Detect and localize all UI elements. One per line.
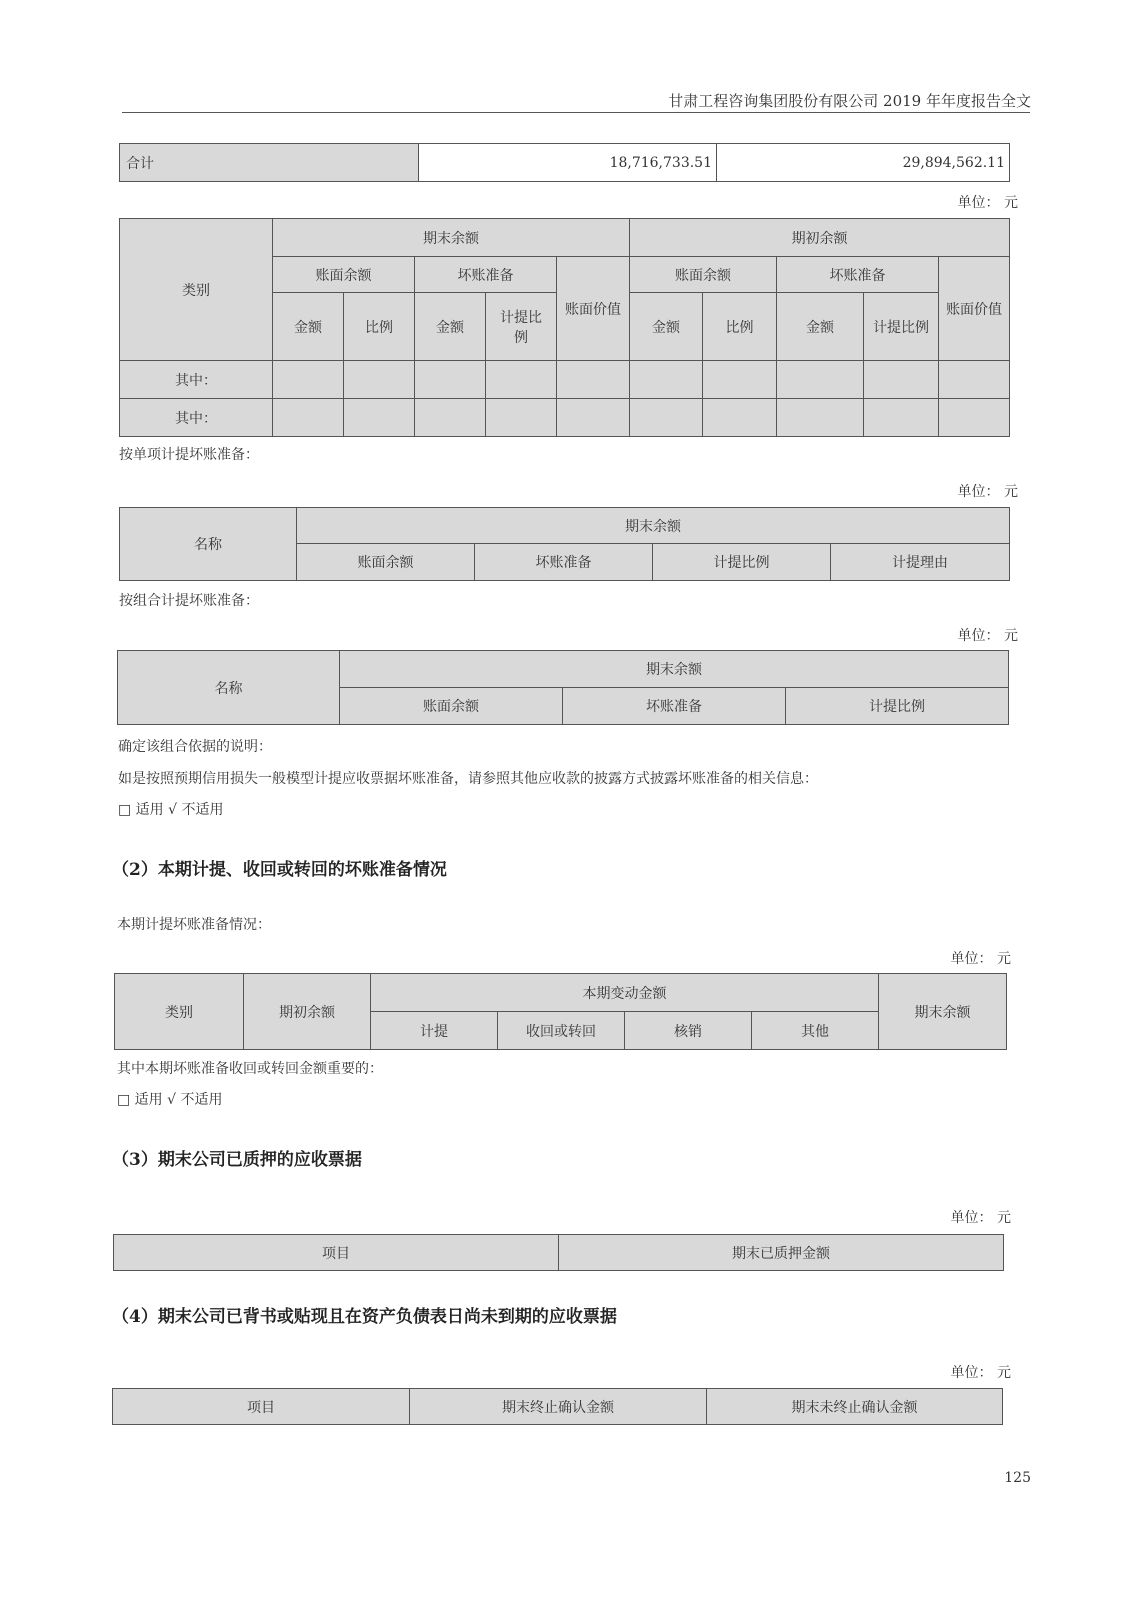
t1-begin-balance-header: 期初余额 bbox=[630, 219, 1010, 257]
t1-end-amount: 金额 bbox=[273, 293, 344, 361]
t1-category-header: 类别 bbox=[120, 219, 273, 361]
t1-begin-bad-debt: 坏账准备 bbox=[777, 257, 939, 293]
applicable-line-2: □ 适用 √ 不适用 bbox=[117, 1092, 223, 1108]
section-portfolio: 按组合计提坏账准备： bbox=[119, 593, 259, 609]
t1-end-provision-ratio: 计提比例 bbox=[486, 293, 557, 361]
unit-label-5: 单位： 元 bbox=[950, 1210, 1011, 1226]
t4-category-header: 类别 bbox=[115, 974, 244, 1050]
t1-begin-book-value: 账面价值 bbox=[939, 257, 1010, 361]
t1-end-book-value: 账面价值 bbox=[557, 257, 630, 361]
unit-label-2: 单位： 元 bbox=[957, 484, 1018, 500]
t3-col-book-balance: 账面余额 bbox=[340, 688, 563, 725]
t1-begin-provision-ratio: 计提比例 bbox=[864, 293, 939, 361]
note-basis: 确定该组合依据的说明： bbox=[118, 739, 272, 755]
t4-col-recovered: 收回或转回 bbox=[498, 1012, 625, 1050]
header-rule bbox=[122, 112, 1030, 113]
header-title: 甘肃工程咨询集团股份有限公司 2019 年年度报告全文 bbox=[668, 92, 1031, 110]
t5-col-pledged-amount: 期末已质押金额 bbox=[559, 1235, 1004, 1271]
t3-name-header: 名称 bbox=[118, 651, 340, 725]
t3-col-bad-debt: 坏账准备 bbox=[563, 688, 786, 725]
t6-col-derecognized: 期末终止确认金额 bbox=[410, 1389, 707, 1425]
t1-begin-ratio: 比例 bbox=[703, 293, 777, 361]
heading-2: （2）本期计提、收回或转回的坏账准备情况 bbox=[112, 860, 447, 880]
t1-end-book-balance: 账面余额 bbox=[273, 257, 415, 293]
t4-begin-balance-header: 期初余额 bbox=[244, 974, 371, 1050]
note-model: 如是按照预期信用损失一般模型计提应收票据坏账准备，请参照其他应收款的披露方式披露坏账准备的相关信息： bbox=[118, 771, 818, 787]
page-number: 125 bbox=[1004, 1470, 1031, 1486]
t2-col-book-balance: 账面余额 bbox=[297, 544, 475, 581]
unit-label-6: 单位： 元 bbox=[950, 1365, 1011, 1381]
provision-change-table bbox=[114, 973, 1007, 1050]
t1-begin-amount: 金额 bbox=[630, 293, 703, 361]
pledged-notes-table bbox=[113, 1234, 1004, 1271]
unit-label-4: 单位： 元 bbox=[950, 951, 1011, 967]
t1-end-balance-header: 期末余额 bbox=[273, 219, 630, 257]
unit-label-1: 单位： 元 bbox=[957, 195, 1018, 211]
t1-end-bd-amount: 金额 bbox=[415, 293, 486, 361]
endorsed-notes-table bbox=[112, 1388, 1003, 1425]
total-label: 合计 bbox=[120, 144, 419, 182]
t3-end-balance-header: 期末余额 bbox=[340, 651, 1009, 688]
portfolio-provision-table bbox=[117, 650, 1009, 725]
t1-end-bad-debt: 坏账准备 bbox=[415, 257, 557, 293]
t6-col-not-derecognized: 期末未终止确认金额 bbox=[707, 1389, 1003, 1425]
heading-4: （4）期末公司已背书或贴现且在资产负债表日尚未到期的应收票据 bbox=[112, 1307, 617, 1327]
t4-col-written-off: 核销 bbox=[625, 1012, 752, 1050]
t2-col-provision-ratio: 计提比例 bbox=[653, 544, 831, 581]
t4-col-provision: 计提 bbox=[371, 1012, 498, 1050]
t4-col-other: 其他 bbox=[752, 1012, 879, 1050]
t4-end-balance-header: 期末余额 bbox=[879, 974, 1007, 1050]
t1-begin-bd-amount: 金额 bbox=[777, 293, 864, 361]
t2-name-header: 名称 bbox=[120, 508, 297, 581]
section-individual: 按单项计提坏账准备： bbox=[119, 447, 259, 463]
total-table bbox=[119, 143, 1010, 182]
note-recovered: 其中本期坏账准备收回或转回金额重要的： bbox=[117, 1061, 383, 1077]
t1-row-label: 其中： bbox=[120, 361, 273, 399]
current-provision-label: 本期计提坏账准备情况： bbox=[117, 917, 271, 933]
t2-col-provision-reason: 计提理由 bbox=[831, 544, 1010, 581]
total-value-begin: 29,894,562.11 bbox=[717, 144, 1010, 182]
heading-3: （3）期末公司已质押的应收票据 bbox=[112, 1150, 362, 1170]
unit-label-3: 单位： 元 bbox=[957, 628, 1018, 644]
total-value-end: 18,716,733.51 bbox=[419, 144, 717, 182]
t6-col-item: 项目 bbox=[113, 1389, 410, 1425]
t2-end-balance-header: 期末余额 bbox=[297, 508, 1010, 544]
t1-begin-book-balance: 账面余额 bbox=[630, 257, 777, 293]
bad-debt-category-table bbox=[119, 218, 1010, 437]
t2-col-bad-debt: 坏账准备 bbox=[475, 544, 653, 581]
t1-row-label: 其中： bbox=[120, 399, 273, 437]
t4-change-header: 本期变动金额 bbox=[371, 974, 879, 1012]
t5-col-item: 项目 bbox=[114, 1235, 559, 1271]
applicable-line-1: □ 适用 √ 不适用 bbox=[118, 802, 224, 818]
t3-col-provision-ratio: 计提比例 bbox=[786, 688, 1009, 725]
t1-end-ratio: 比例 bbox=[344, 293, 415, 361]
individual-provision-table bbox=[119, 507, 1010, 581]
